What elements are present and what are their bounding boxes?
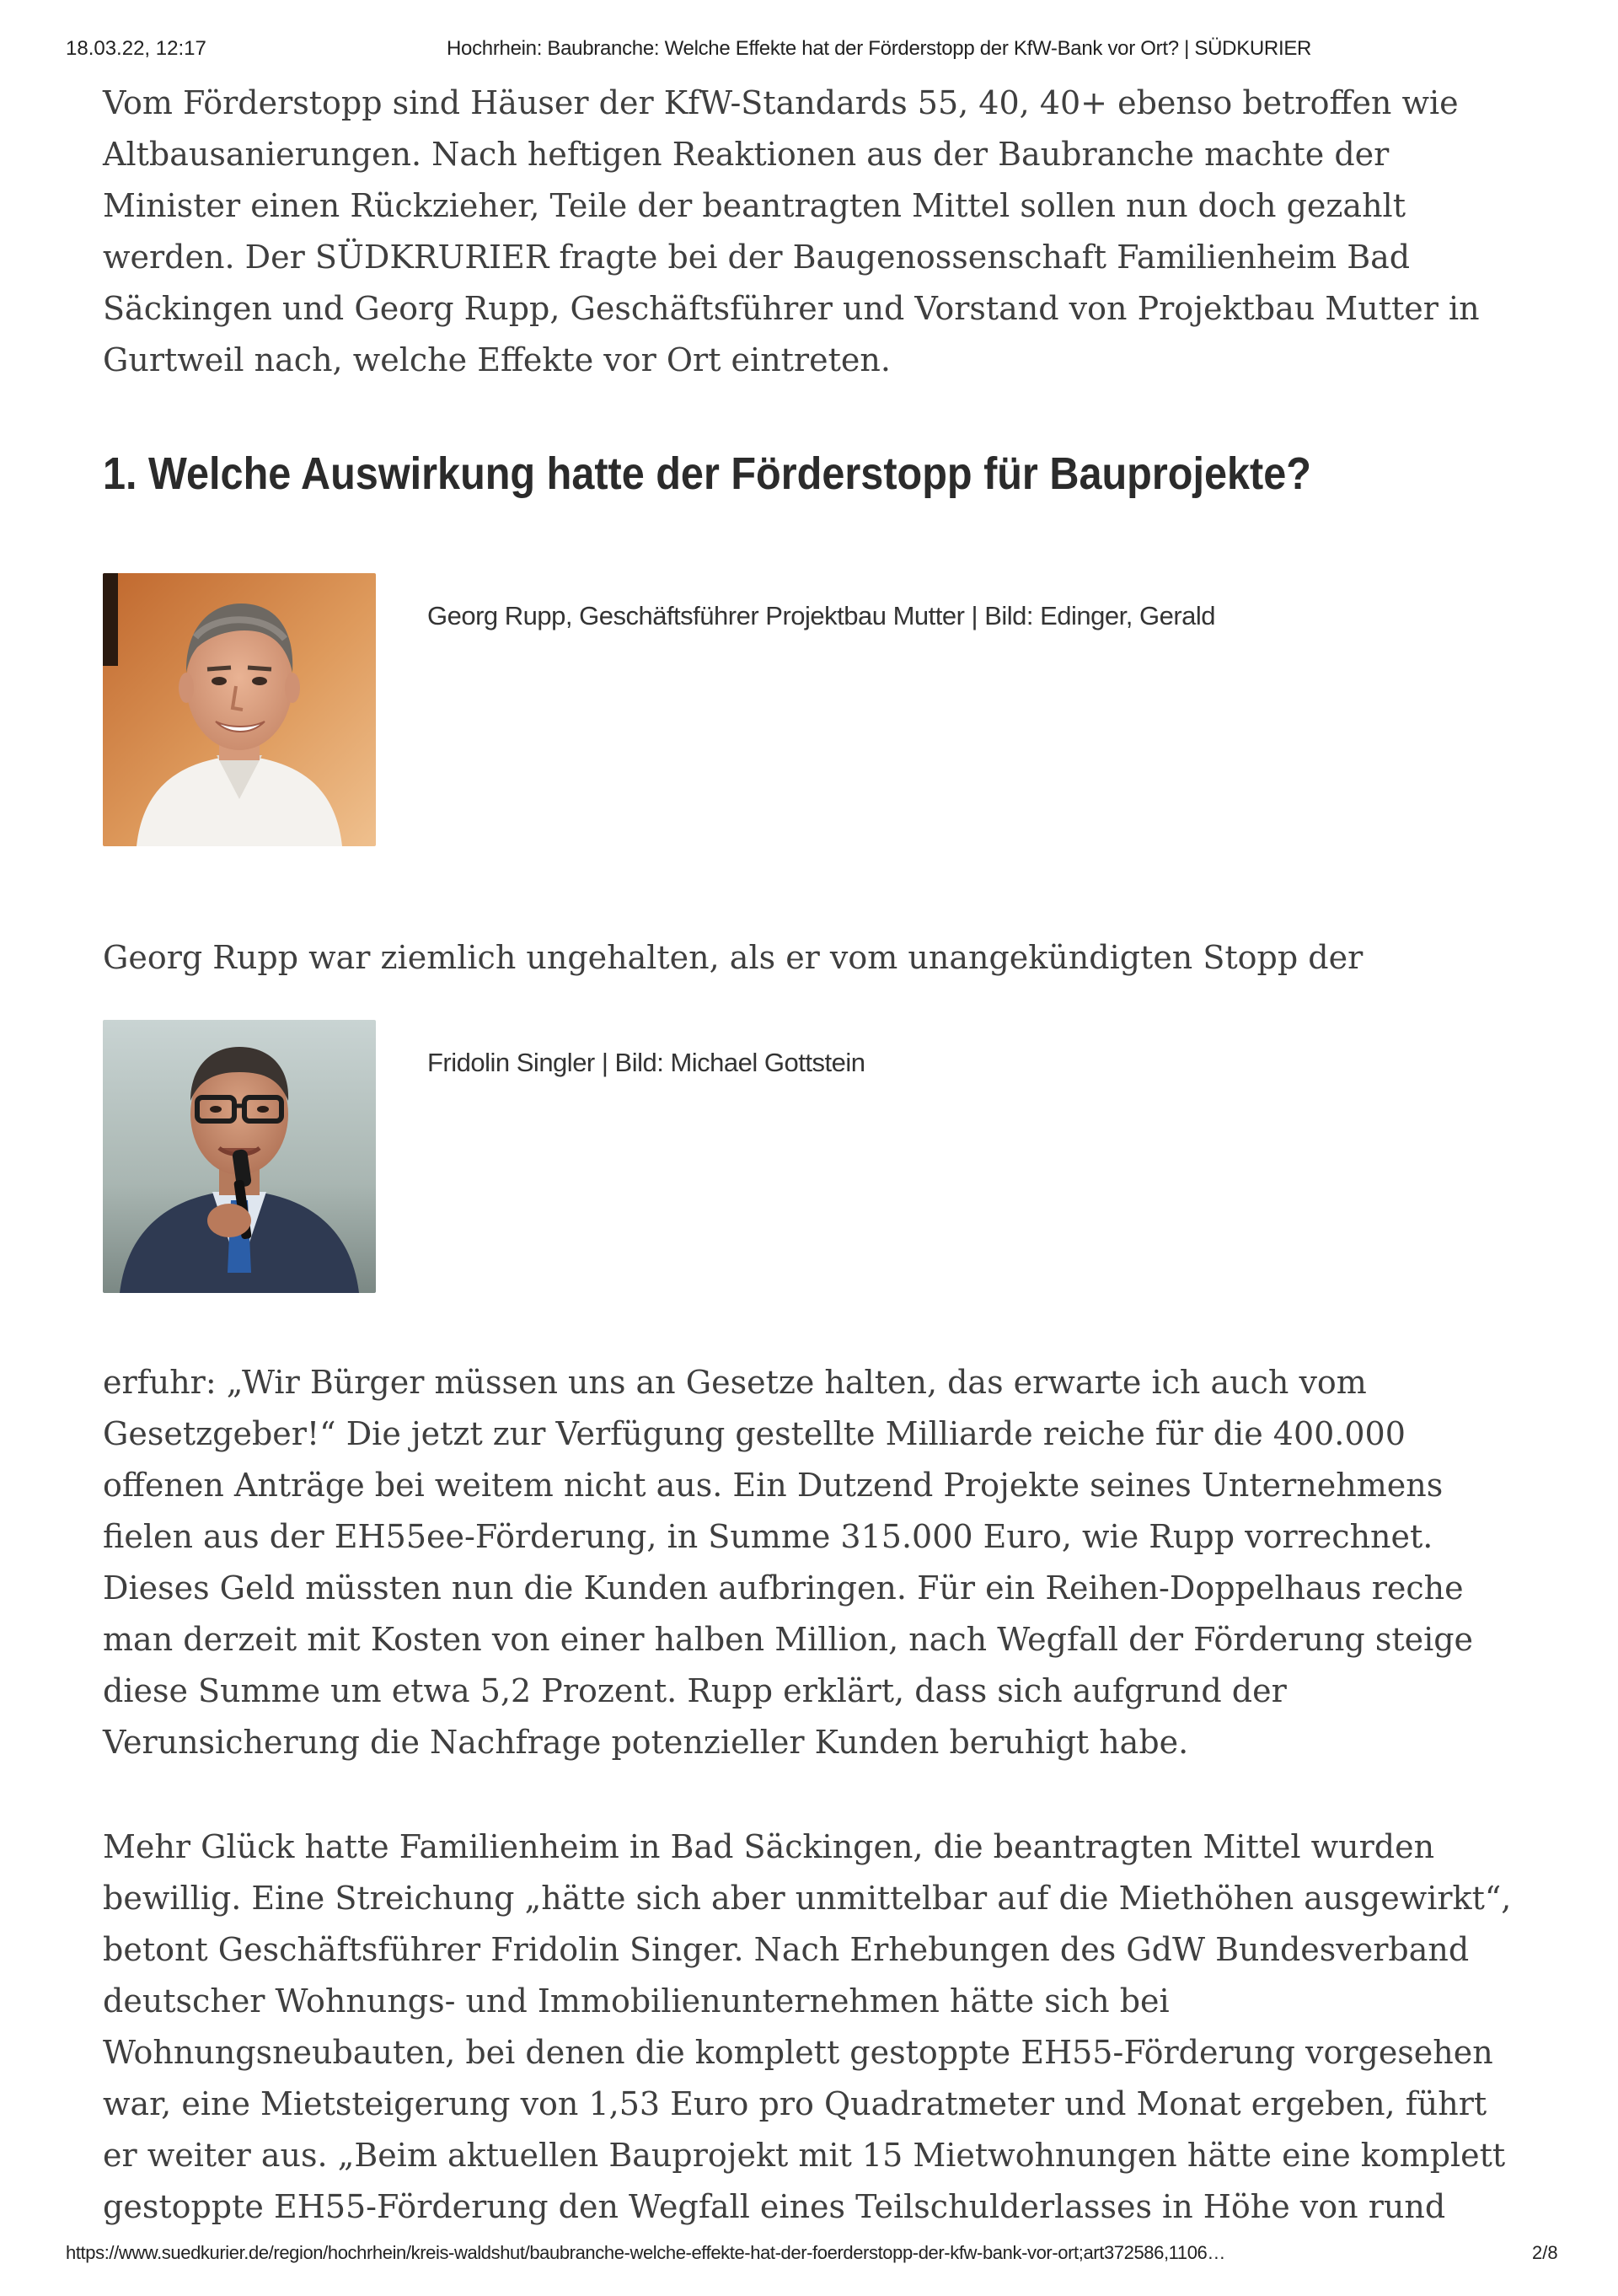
- paragraph-rupp-quote: [103, 1357, 1535, 1768]
- text-line: Minister einen Rückzieher, Teile der beantragten Mittel sollen nun doch gezahlt: [103, 187, 1406, 224]
- text-line: bewillig. Eine Streichung „hätte sich aber unmittelbar auf die Miethöhen ausgewirkt“,: [103, 1880, 1512, 1917]
- paragraph-fragment: [103, 932, 1535, 984]
- paragraph-familienheim: [103, 1821, 1535, 2233]
- text-line: fielen aus der EH55ee-Förderung, in Summe 315.000 Euro, wie Rupp vorrechnet.: [103, 1518, 1433, 1555]
- text-line: Georg Rupp war ziemlich ungehalten, als er vom unangekündigten Stopp der: [103, 939, 1364, 976]
- text-line: er weiter aus. „Beim aktuellen Bauprojekt mit 15 Mietwohnungen hätte eine komplett: [103, 2137, 1506, 2174]
- figure-georg-rupp: [103, 573, 1535, 851]
- portrait-photo-georg-rupp: [103, 573, 376, 846]
- section-heading: 1. Welche Auswirkung hatte der Förderstopp für Bauprojekte?: [103, 448, 1311, 499]
- text-line: gestoppte EH55-Förderung den Wegfall eines Teilschulderlasses in Höhe von rund: [103, 2188, 1446, 2225]
- text-line: Wohnungsneubauten, bei denen die komplett gestoppte EH55-Förderung vorgesehen: [103, 2034, 1493, 2071]
- text-line: Mehr Glück hatte Familienheim in Bad Säckingen, die beantragten Mittel wurden: [103, 1828, 1435, 1865]
- text-line: Säckingen und Georg Rupp, Geschäftsführer und Vorstand von Projektbau Mutter in: [103, 290, 1480, 327]
- text-line: Altbausanierungen. Nach heftigen Reaktionen aus der Baubranche machte der: [103, 136, 1390, 173]
- figure-fridolin-singler: [103, 1020, 1535, 1298]
- print-date: 18.03.22, 12:17: [66, 37, 206, 60]
- text-line: werden. Der SÜDKRURIER fragte bei der Baugenossenschaft Familienheim Bad: [103, 239, 1411, 276]
- text-line: Verunsicherung die Nachfrage potenzieller Kunden beruhigt habe.: [103, 1724, 1189, 1761]
- text-line: deutscher Wohnungs- und Immobilienunternehmen hätte sich bei: [103, 1982, 1170, 2020]
- text-line: Dieses Geld müssten nun die Kunden aufbringen. Für ein Reihen-Doppelhaus reche: [103, 1569, 1464, 1607]
- text-line: betont Geschäftsführer Fridolin Singer. Nach Erhebungen des GdW Bundesverband: [103, 1931, 1470, 1968]
- text-line: erfuhr: „Wir Bürger müssen uns an Gesetze halten, das erwarte ich auch vom: [103, 1364, 1367, 1401]
- text-line: man derzeit mit Kosten von einer halben Million, nach Wegfall der Förderung steige: [103, 1621, 1474, 1658]
- text-line: Gesetzgeber!“ Die jetzt zur Verfügung gestellte Milliarde reiche für die 400.000: [103, 1415, 1406, 1452]
- intro-paragraph: [103, 78, 1535, 386]
- portrait-photo-fridolin-singler: [103, 1020, 376, 1293]
- text-line: Gurtweil nach, welche Effekte vor Ort eintreten.: [103, 341, 891, 378]
- text-line: diese Summe um etwa 5,2 Prozent. Rupp erklärt, dass sich aufgrund der: [103, 1672, 1287, 1709]
- print-page-title: Hochrhein: Baubranche: Welche Effekte hat der Förderstopp der KfW-Bank vor Ort? | SÜDKURIER: [447, 37, 1312, 60]
- figure-caption: Georg Rupp, Geschäftsführer Projektbau Mutter | Bild: Edinger, Gerald: [427, 601, 1216, 630]
- page-number: 2/8: [1532, 2242, 1558, 2263]
- text-line: war, eine Mietsteigerung von 1,53 Euro pro Quadratmeter und Monat ergeben, führt: [103, 2085, 1487, 2122]
- figure-caption: Fridolin Singler | Bild: Michael Gottstein: [427, 1048, 865, 1077]
- text-line: Vom Förderstopp sind Häuser der KfW-Standards 55, 40, 40+ ebenso betroffen wie: [103, 84, 1459, 121]
- text-line: offenen Anträge bei weitem nicht aus. Ein Dutzend Projekte seines Unternehmens: [103, 1467, 1444, 1504]
- print-url: https://www.suedkurier.de/region/hochrhein/kreis-waldshut/baubranche-welche-effekte-hat-der-foerderstopp-der-kfw-bank-vor-ort;art372586,1106…: [66, 2242, 1225, 2263]
